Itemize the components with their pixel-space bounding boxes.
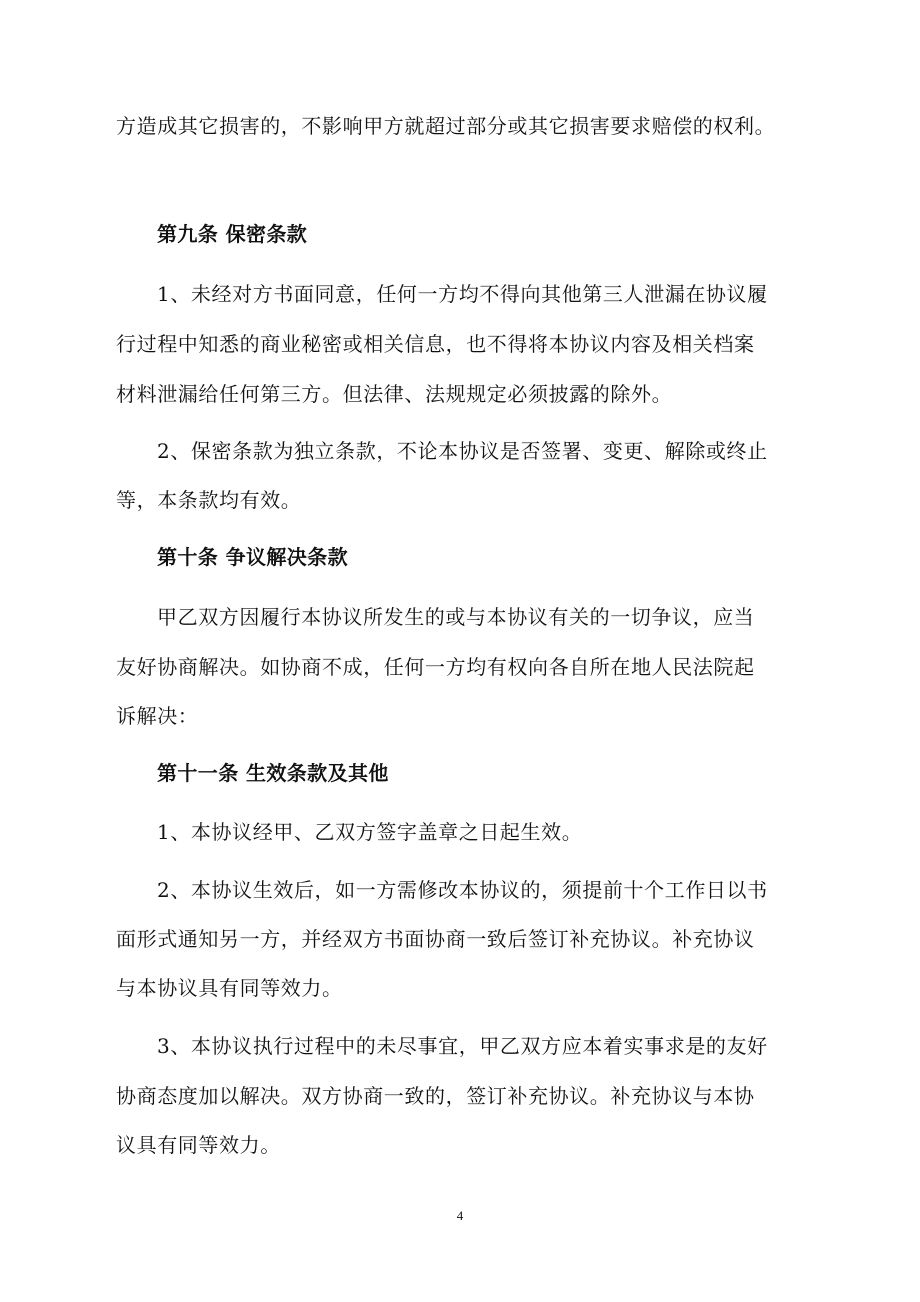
article-11-paragraph-2-line: 与本协议具有同等效力。: [116, 976, 343, 1000]
article-11-paragraph-1-line: 1、本协议经甲、乙双方签字盖章之日起生效。: [157, 820, 583, 844]
article-11-paragraph-2-line: 面形式通知另一方，并经双方书面协商一致后签订补充协议。补充协议: [116, 927, 755, 951]
paragraph-continuation-line: 方造成其它损害的，不影响甲方就超过部分或其它损害要求赔偿的权利。: [116, 114, 776, 138]
article-9-paragraph-2-line: 等，本条款均有效。: [116, 488, 302, 512]
article-9-paragraph-1-line: 行过程中知悉的商业秘密或相关信息，也不得将本协议内容及相关档案: [116, 332, 755, 356]
article-10-heading: 第十条 争议解决条款: [157, 545, 348, 569]
page-number: 4: [456, 1208, 464, 1223]
article-9-paragraph-1-line: 材料泄漏给任何第三方。但法律、法规规定必须披露的除外。: [116, 382, 673, 406]
article-9-heading: 第九条 保密条款: [157, 222, 308, 246]
article-11-paragraph-3-line: 3、本协议执行过程中的未尽事宜，甲乙双方应本着实事求是的友好: [157, 1034, 768, 1058]
article-11-paragraph-2-line: 2、本协议生效后，如一方需修改本协议的，须提前十个工作日以书: [157, 878, 768, 902]
article-9-paragraph-2-line: 2、保密条款为独立条款，不论本协议是否签署、变更、解除或终止: [157, 439, 768, 463]
article-10-paragraph-line: 友好协商解决。如协商不成，任何一方均有权向各自所在地人民法院起: [116, 655, 755, 679]
article-11-heading: 第十一条 生效条款及其他: [157, 761, 389, 785]
article-11-paragraph-3-line: 议具有同等效力。: [116, 1133, 281, 1157]
article-10-paragraph-line: 甲乙双方因履行本协议所发生的或与本协议有关的一切争议，应当: [157, 605, 755, 629]
article-9-paragraph-1-line: 1、未经对方书面同意，任何一方均不得向其他第三人泄漏在协议履: [157, 282, 768, 306]
article-11-paragraph-3-line: 协商态度加以解决。双方协商一致的，签订补充协议。补充协议与本协: [116, 1084, 755, 1108]
article-10-paragraph-line: 诉解决：: [116, 704, 199, 728]
